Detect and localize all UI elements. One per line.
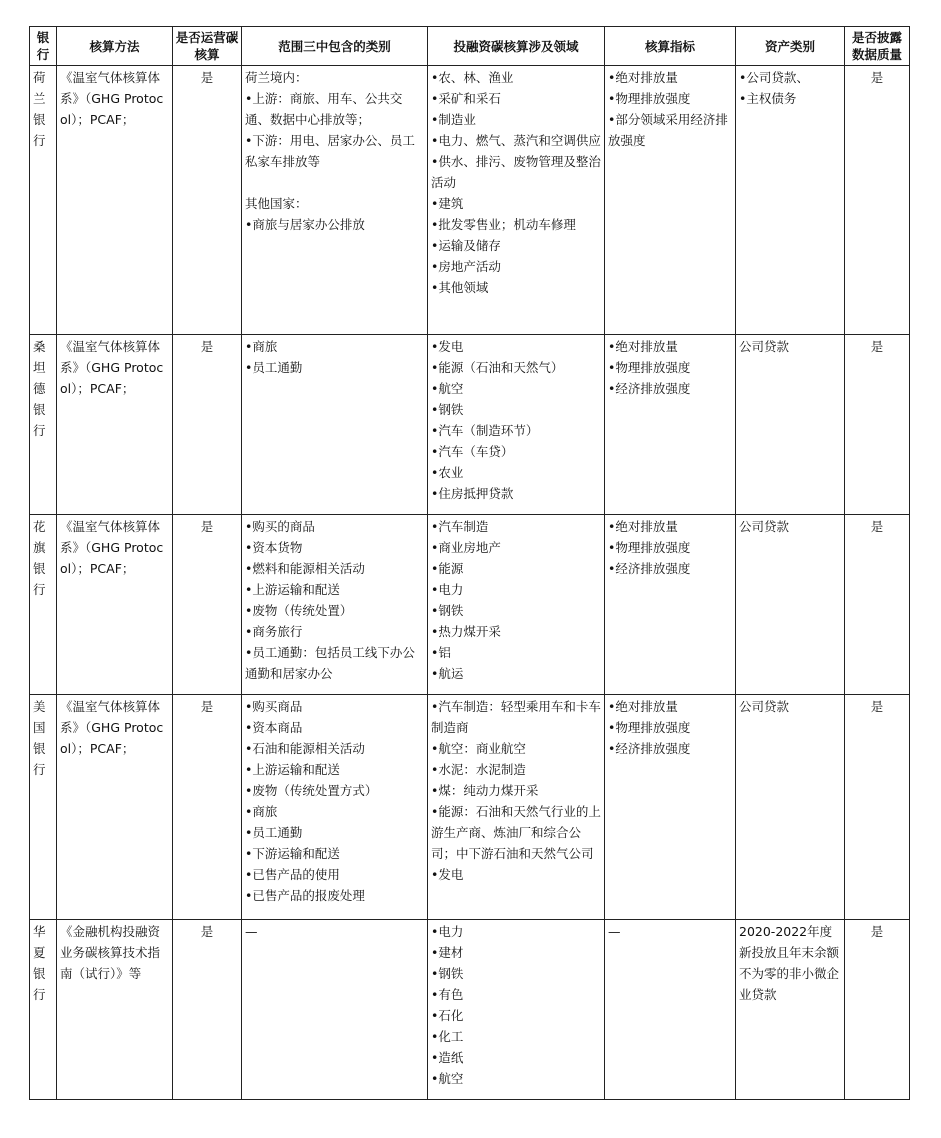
sectors-cell [428, 515, 605, 695]
metrics-cell-line: •绝对排放量 [608, 519, 678, 534]
quality-cell: 是 [845, 66, 910, 335]
scope3-cell-line: •商旅 [245, 804, 278, 819]
scope3-cell-line: •上游：商旅、用车、公共交通、数据中心排放等； [245, 91, 403, 127]
asset-cell-line: 公司贷款 [739, 699, 790, 714]
method-cell: 《温室气体核算体系》（GHG Protocol）；PCAF； [57, 515, 173, 695]
asset-cell [736, 920, 845, 1100]
scope3-cell-line: •燃料和能源相关活动 [245, 561, 365, 576]
bank-name-cell: 荷兰银行 [30, 66, 57, 335]
scope3-cell-line: •已售产品的使用 [245, 867, 340, 882]
sectors-cell-line: •制造业 [431, 112, 476, 127]
sectors-cell-line: •有色 [431, 987, 464, 1002]
header-sectors: 投融资碳核算涉及领域 [428, 27, 605, 66]
table-body [30, 66, 910, 1100]
ops-calc-cell: 是 [173, 66, 242, 335]
method-cell: 《温室气体核算体系》（GHG Protocol）；PCAF； [57, 695, 173, 920]
quality-cell: 是 [845, 515, 910, 695]
scope3-cell-line: •员工通勤：包括员工线下办公通勤和居家办公 [245, 645, 415, 681]
metrics-cell-line: •绝对排放量 [608, 699, 678, 714]
scope3-cell-line: 其他国家： [245, 196, 308, 211]
table-row [30, 920, 910, 1100]
sectors-cell-line: •造纸 [431, 1050, 464, 1065]
sectors-cell-line: •发电 [431, 867, 464, 882]
scope3-cell-line: •资本商品 [245, 720, 303, 735]
sectors-cell-line: •汽车制造 [431, 519, 489, 534]
sectors-cell-line: •运输及储存 [431, 238, 501, 253]
metrics-cell-line: •绝对排放量 [608, 70, 678, 85]
scope3-cell [242, 695, 428, 920]
asset-cell [736, 515, 845, 695]
metrics-cell [605, 920, 736, 1100]
ops-calc-cell: 是 [173, 335, 242, 515]
header-method: 核算方法 [57, 27, 173, 66]
sectors-cell-line: •航运 [431, 666, 464, 681]
method-cell: 《温室气体核算体系》（GHG Protocol）；PCAF； [57, 335, 173, 515]
table-row [30, 66, 910, 335]
scope3-cell-line: •商旅与居家办公排放 [245, 217, 365, 232]
metrics-cell-line: •绝对排放量 [608, 339, 678, 354]
scope3-cell-line: •上游运输和配送 [245, 582, 340, 597]
scope3-cell-line: •上游运输和配送 [245, 762, 340, 777]
sectors-cell-line: •航空 [431, 381, 464, 396]
sectors-cell-line: •航空 [431, 1071, 464, 1086]
sectors-cell-line: •能源 [431, 561, 464, 576]
sectors-cell-line: •商业房地产 [431, 540, 501, 555]
sectors-cell-line: •热力煤开采 [431, 624, 501, 639]
scope3-cell-line: •已售产品的报废处理 [245, 888, 365, 903]
metrics-cell-line: •物理排放强度 [608, 720, 691, 735]
bank-carbon-accounting-table [29, 26, 910, 1100]
sectors-cell-line: •汽车制造：轻型乘用车和卡车制造商 [431, 699, 601, 735]
bank-name-cell: 美国银行 [30, 695, 57, 920]
sectors-cell-line: •农业 [431, 465, 464, 480]
scope3-cell-line: •员工通勤 [245, 360, 303, 375]
sectors-cell [428, 920, 605, 1100]
scope3-cell-line: •石油和能源相关活动 [245, 741, 365, 756]
header-metrics: 核算指标 [605, 27, 736, 66]
sectors-cell-line: •电力 [431, 582, 464, 597]
sectors-cell-line: •石化 [431, 1008, 464, 1023]
scope3-cell-line: •废物（传统处置方式） [245, 783, 378, 798]
scope3-cell [242, 920, 428, 1100]
header-row [30, 27, 910, 66]
sectors-cell-line: •钢铁 [431, 966, 464, 981]
ops-calc-cell: 是 [173, 515, 242, 695]
scope3-cell [242, 66, 428, 335]
metrics-cell-line: — [608, 924, 621, 939]
metrics-cell-line: •部分领域采用经济排放强度 [608, 112, 728, 148]
method-cell: 《金融机构投融资业务碳核算技术指南（试行）》等 [57, 920, 173, 1100]
ops-calc-cell: 是 [173, 920, 242, 1100]
scope3-cell-line: •商旅 [245, 339, 278, 354]
sectors-cell-line: •钢铁 [431, 402, 464, 417]
header-asset: 资产类别 [736, 27, 845, 66]
asset-cell [736, 335, 845, 515]
metrics-cell-line: •经济排放强度 [608, 381, 691, 396]
quality-cell: 是 [845, 920, 910, 1100]
metrics-cell-line: •物理排放强度 [608, 360, 691, 375]
scope3-cell-line: •下游：用电、居家办公、员工私家车排放等 [245, 133, 415, 169]
sectors-cell [428, 66, 605, 335]
sectors-cell-line: •能源：石油和天然气行业的上游生产商、炼油厂和综合公司；中下游石油和天然气公司 [431, 804, 601, 861]
metrics-cell [605, 515, 736, 695]
sectors-cell-line: •供水、排污、废物管理及整治活动 [431, 154, 601, 190]
scope3-cell-line: •员工通勤 [245, 825, 303, 840]
sectors-cell-line: •汽车（制造环节） [431, 423, 539, 438]
sectors-cell-line: •电力 [431, 924, 464, 939]
bank-name-cell: 桑坦德银行 [30, 335, 57, 515]
bank-name-cell: 华夏银行 [30, 920, 57, 1100]
asset-cell [736, 66, 845, 335]
sectors-cell-line: •住房抵押贷款 [431, 486, 514, 501]
sectors-cell [428, 695, 605, 920]
scope3-cell-line: •商务旅行 [245, 624, 303, 639]
scope3-cell-line: — [245, 924, 258, 939]
table-row [30, 695, 910, 920]
scope3-cell-line: •下游运输和配送 [245, 846, 340, 861]
metrics-cell-line: •物理排放强度 [608, 91, 691, 106]
sectors-cell-line: •房地产活动 [431, 259, 501, 274]
sectors-cell-line: •批发零售业；机动车修理 [431, 217, 576, 232]
blank-line [245, 172, 424, 193]
scope3-cell-line: •购买商品 [245, 699, 303, 714]
scope3-cell-line: •资本货物 [245, 540, 303, 555]
ops-calc-cell: 是 [173, 695, 242, 920]
sectors-cell-line: •铝 [431, 645, 451, 660]
asset-cell-line: •公司贷款、 [739, 70, 809, 85]
method-cell: 《温室气体核算体系》（GHG Protocol）；PCAF； [57, 66, 173, 335]
bank-name-cell: 花旗银行 [30, 515, 57, 695]
scope3-cell [242, 515, 428, 695]
sectors-cell-line: •能源（石油和天然气） [431, 360, 564, 375]
metrics-cell-line: •物理排放强度 [608, 540, 691, 555]
quality-cell: 是 [845, 695, 910, 920]
metrics-cell [605, 66, 736, 335]
metrics-cell [605, 335, 736, 515]
scope3-cell [242, 335, 428, 515]
sectors-cell-line: •汽车（车贷） [431, 444, 514, 459]
sectors-cell-line: •采矿和采石 [431, 91, 501, 106]
metrics-cell-line: •经济排放强度 [608, 561, 691, 576]
asset-cell [736, 695, 845, 920]
asset-cell-line: 公司贷款 [739, 519, 790, 534]
sectors-cell-line: •农、林、渔业 [431, 70, 514, 85]
header-ops-calc: 是否运营碳核算 [173, 27, 242, 66]
metrics-cell-line: •经济排放强度 [608, 741, 691, 756]
header-quality: 是否披露数据质量 [845, 27, 910, 66]
asset-cell-line: 2020-2022年度新投放且年末余额不为零的非小微企业贷款 [739, 924, 840, 1002]
sectors-cell-line: •航空：商业航空 [431, 741, 526, 756]
sectors-cell-line: •建材 [431, 945, 464, 960]
sectors-cell-line: •化工 [431, 1029, 464, 1044]
sectors-cell [428, 335, 605, 515]
table-row [30, 515, 910, 695]
quality-cell: 是 [845, 335, 910, 515]
sectors-cell-line: •发电 [431, 339, 464, 354]
sectors-cell-line: •电力、燃气、蒸汽和空调供应 [431, 133, 601, 148]
scope3-cell-line: •废物（传统处置） [245, 603, 353, 618]
scope3-cell-line: 荷兰境内： [245, 70, 308, 85]
sectors-cell-line: •水泥：水泥制造 [431, 762, 526, 777]
sectors-cell-line: •煤：纯动力煤开采 [431, 783, 539, 798]
header-bank: 银行 [30, 27, 57, 66]
sectors-cell-line: •建筑 [431, 196, 464, 211]
metrics-cell [605, 695, 736, 920]
header-scope3: 范围三中包含的类别 [242, 27, 428, 66]
table-row [30, 335, 910, 515]
scope3-cell-line: •购买的商品 [245, 519, 315, 534]
sectors-cell-line: •钢铁 [431, 603, 464, 618]
sectors-cell-line: •其他领域 [431, 280, 489, 295]
asset-cell-line: •主权债务 [739, 91, 797, 106]
asset-cell-line: 公司贷款 [739, 339, 790, 354]
